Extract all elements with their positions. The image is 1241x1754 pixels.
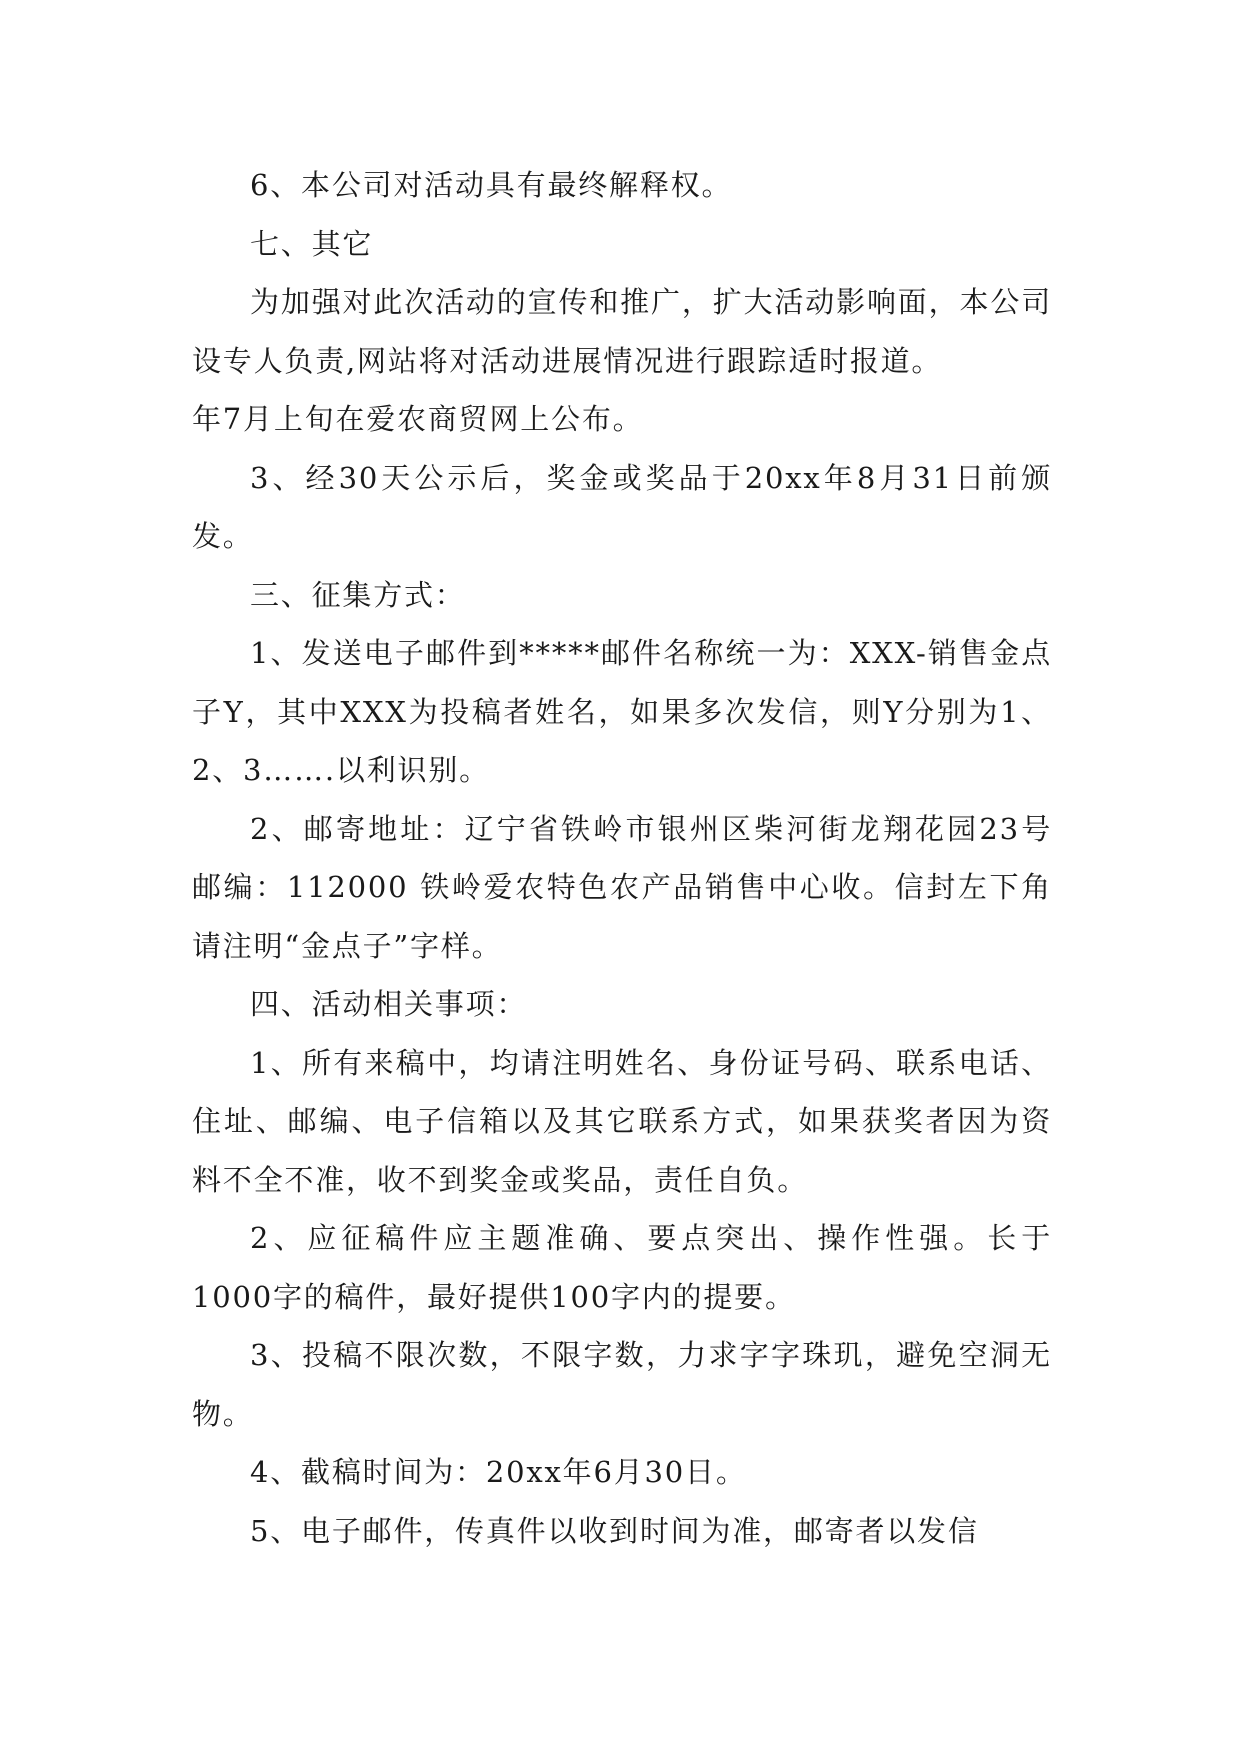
section-heading-other: 七、其它 — [250, 226, 374, 261]
paragraph-announcement-date: 年7月上旬在爱农商贸网上公布。 — [192, 402, 644, 436]
paragraph-contact-info: 1、所有来稿中，均请注明姓名、身份证号码、联系电话、住址、邮编、电子信箱以及其它联系方式，如果获奖者因为资料不全不准，收不到奖金或奖品，责任自负。 — [192, 1045, 1052, 1197]
paragraph-receipt-time: 5、电子邮件，传真件以收到时间为准，邮寄者以发信 — [250, 1513, 979, 1548]
paragraph-submission-requirements: 2、应征稿件应主题准确、要点突出、操作性强。长于1000字的稿件，最好提供100字内的提要。 — [192, 1221, 1052, 1314]
section-heading-collection-method: 三、征集方式： — [250, 577, 466, 612]
paragraph-promotion: 为加强对此次活动的宣传和推广，扩大活动影响面，本公司设专人负责,网站将对活动进展情况进行跟踪适时报道。 — [192, 285, 1052, 378]
paragraph-award-distribution: 3、经30天公示后，奖金或奖品于20xx年8月31日前颁发。 — [192, 460, 1052, 553]
paragraph-submission-limits: 3、投稿不限次数，不限字数，力求字字珠玑，避免空洞无物。 — [192, 1338, 1052, 1431]
paragraph-postal-address: 2、邮寄地址：辽宁省铁岭市银州区柴河街龙翔花园23号 邮编：112000 铁岭爱农特色农产品销售中心收。信封左下角请注明“金点子”字样。 — [192, 811, 1052, 963]
paragraph-deadline: 4、截稿时间为：20xx年6月30日。 — [250, 1455, 747, 1489]
paragraph-email-submission: 1、发送电子邮件到*****邮件名称统一为：XXX-销售金点子Y，其中XXX为投稿者姓名，如果多次发信，则Y分别为1、2、3…….以利识别。 — [192, 636, 1052, 787]
paragraph-rule-6: 6、本公司对活动具有最终解释权。 — [250, 168, 733, 202]
section-heading-related-matters: 四、活动相关事项： — [250, 987, 528, 1021]
document-body — [192, 156, 1052, 1560]
